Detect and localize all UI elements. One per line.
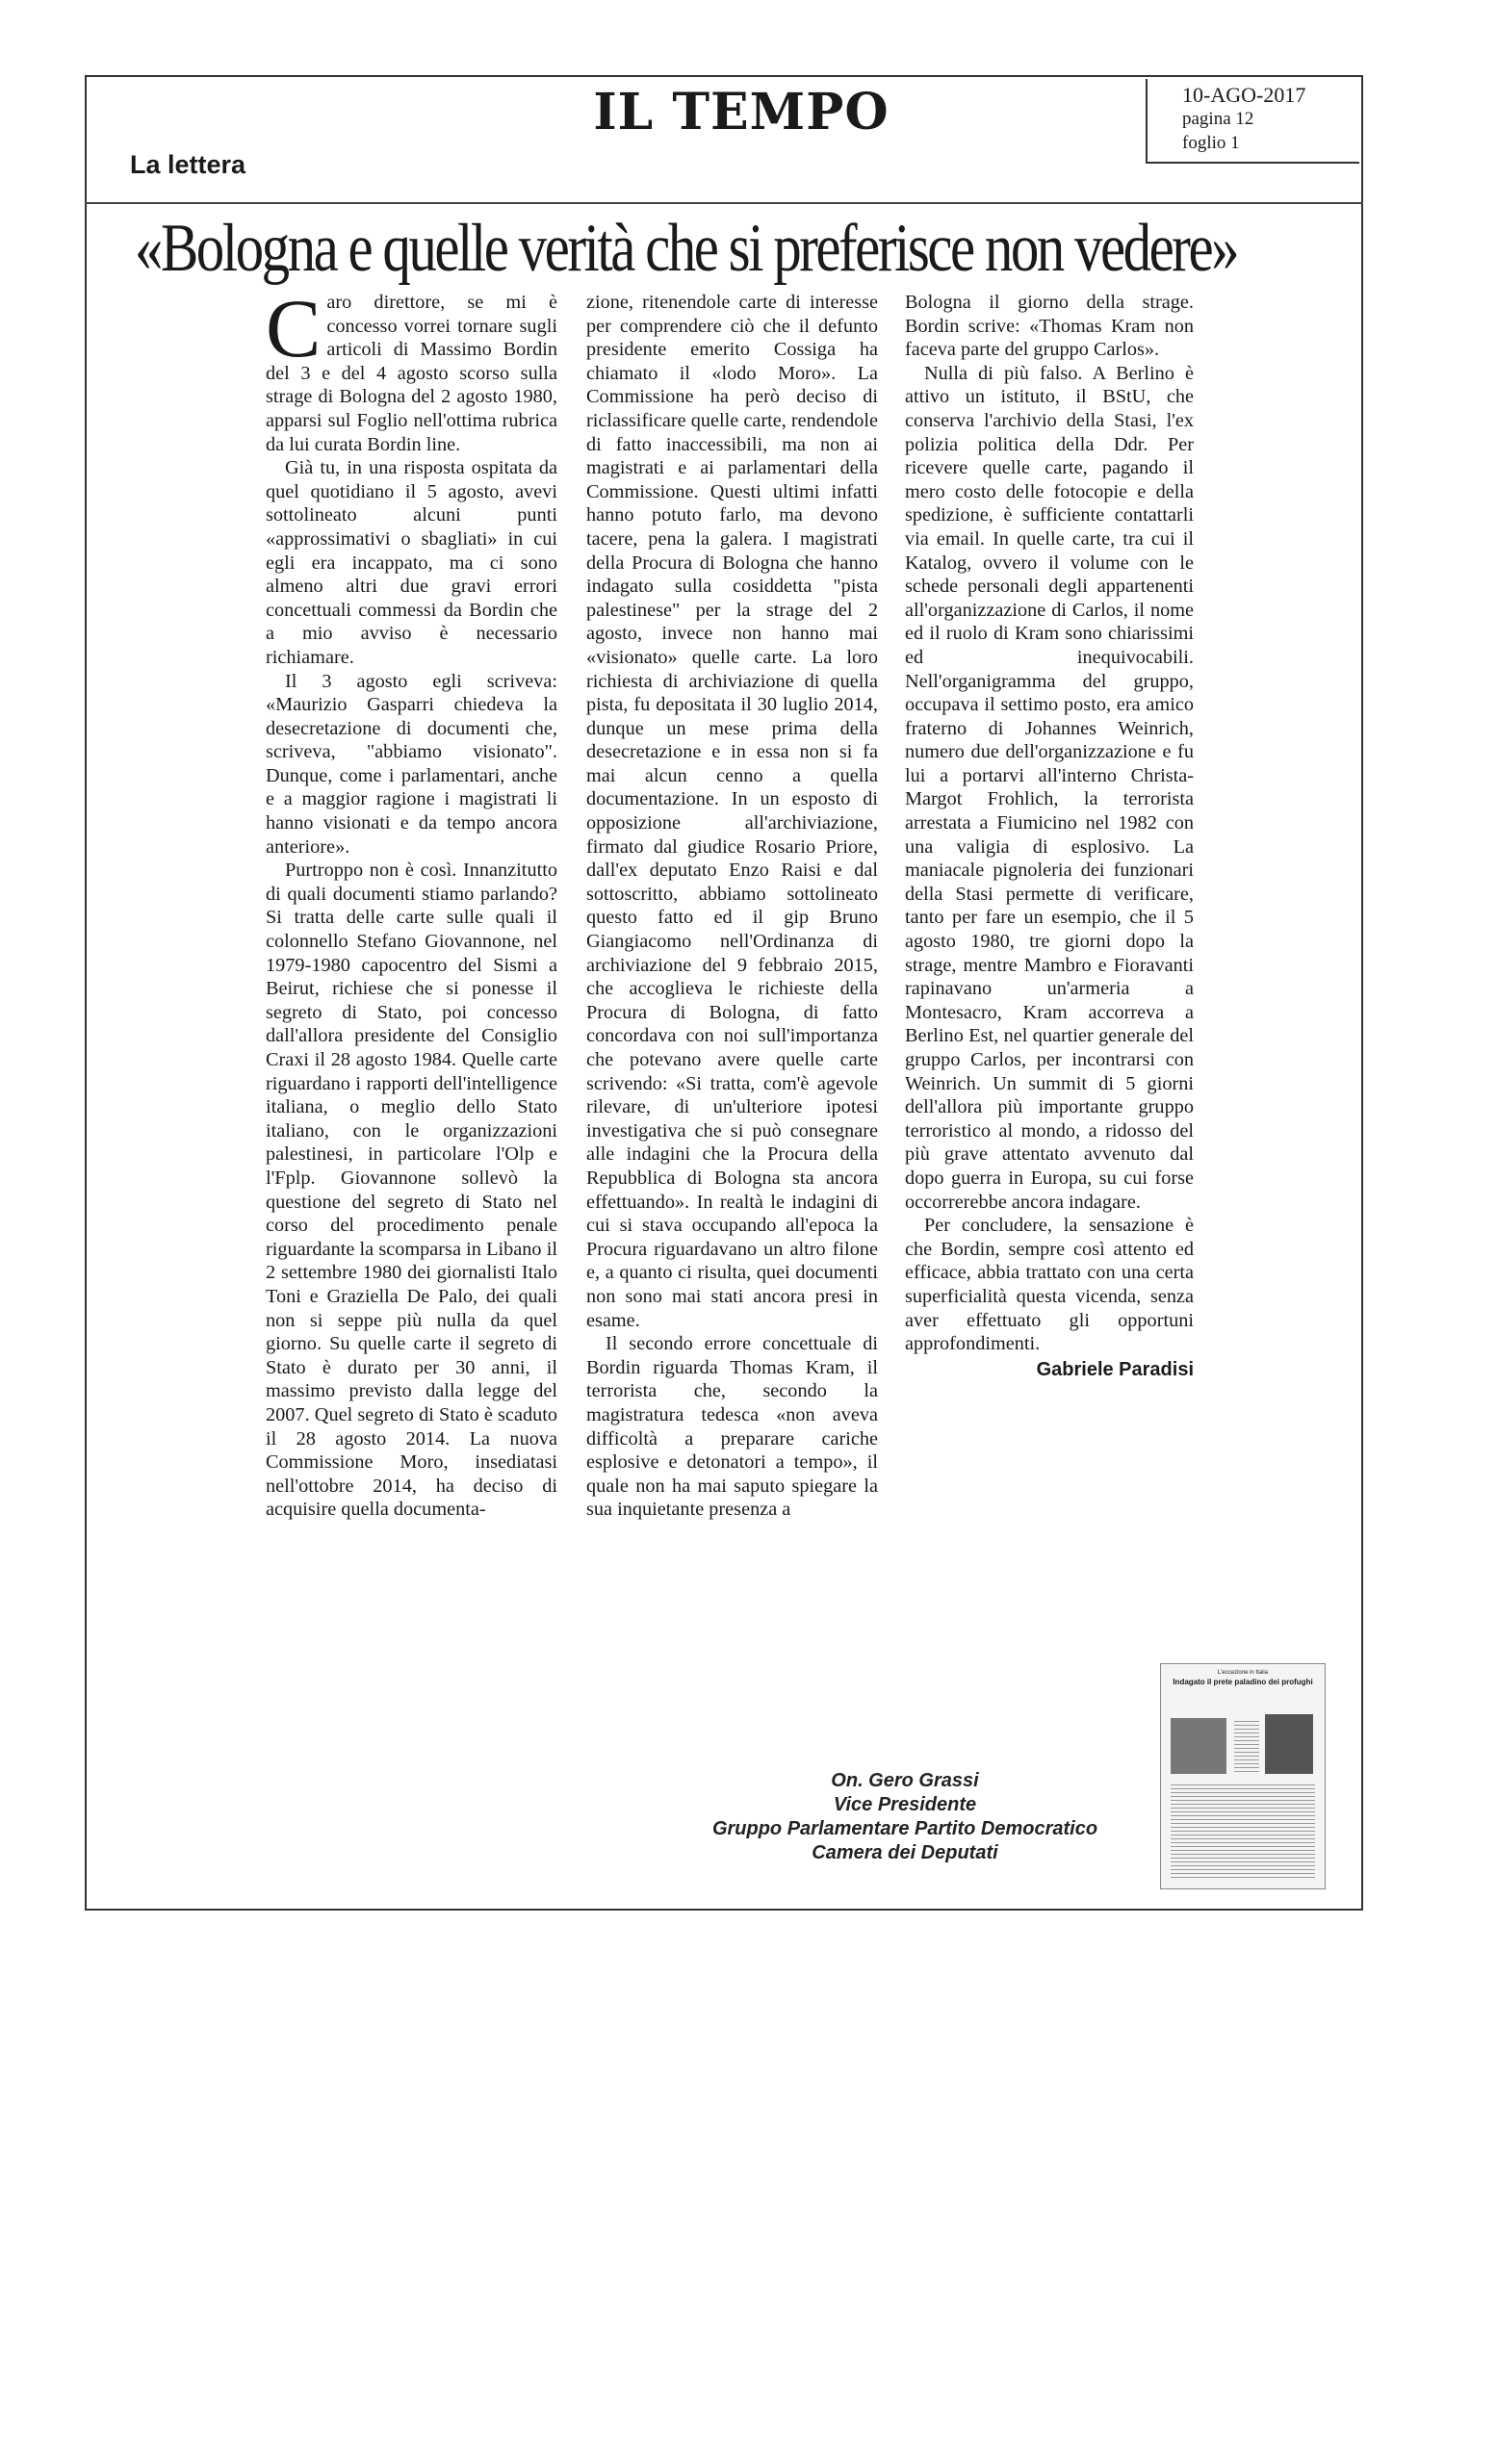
column-3 (905, 291, 1194, 1381)
masthead: IL TEMPO (593, 83, 890, 141)
paragraph: Già tu, in una risposta ospitata da quel quotidiano il 5 agosto, avevi sottolineato alcuni punti «approssimativi o sbagliati» in cui egli era incappato, ma ci sono almeno altri due gravi errori concettuali commessi da Bordin che a mio avviso è necessario richiamare. (266, 457, 557, 668)
stamp-chamber: Camera dei Deputati (812, 1842, 998, 1863)
page-number: pagina 12 (1182, 109, 1254, 129)
article-title: «Bologna e quelle verità che si preferisce non vedere» (135, 211, 1238, 286)
paragraph: Per concludere, la sensazione è che Bordin, sempre così attento ed efficace, abbia trattato con una certa superficialità questa vicenda, senza aver effettuato gli opportuni approfondimenti. (905, 1215, 1194, 1355)
column-1 (266, 282, 557, 1522)
thumbnail-portrait (1265, 1714, 1313, 1774)
stamp (674, 1769, 1136, 1865)
stamp-group: Gruppo Parlamentare Partito Democratico (711, 1818, 1098, 1839)
paragraph: aro direttore, se mi è concesso vorrei tornare sugli articoli di Massimo Bordin del 3 e del 4 agosto scorso sulla strage di Bologna del 2 agosto 1980, apparsi sul Foglio nell'ottima rubrica da lui curata Bordin line. (266, 292, 557, 455)
column-2 (586, 291, 878, 1522)
drop-cap: C (266, 282, 322, 374)
header-rule (85, 202, 1363, 204)
paragraph: Il 3 agosto egli scriveva: «Maurizio Gasparri chiedeva la desecretazione di documenti che, scriveva, "abbiamo visionato". Dunque, come i parlamentari, anche e a maggior ragione i magistrati li hanno visionati e da tempo ancora anteriore». (266, 670, 557, 858)
thumbnail-body (1171, 1782, 1315, 1878)
signature: Gabriele Paradisi (1036, 1358, 1194, 1380)
paragraph: Nulla di più falso. A Berlino è attivo un istituto, il BStU, che conserva l'archivio della Stasi, l'ex polizia politica della Ddr. Per ricevere quelle carte, pagando il mero costo delle fotocopie e della spedizione, è sufficiente contattarli via email. In quelle carte, tra cui il Katalog, ovvero il volume con le schede personali degli appartenenti all'organizzazione di Carlos, il nome ed il ruolo di Kram sono chiarissimi ed inequivocabili. Nell'organigramma del gruppo, occupava il settimo posto, era amico fraterno di Johannes Weinrich, numero due dell'organizzazione e fu lui a portarvi all'interno Christa-Margot Frohlich, la terrorista arrestata a Fiumicino nel 1982 con una valigia di esplosivo. La maniacale pignoleria dei funzionari della Stasi permette di verificare, tanto per fare un esempio, che il 5 agosto 1980, tre giorni dopo la strage, mentre Mambro e Fioravanti rapinavano un'armeria a Montesacro, Kram accorreva a Berlino Est, nel quartier generale del gruppo Carlos, per incontrarsi con Weinrich. Un summit di 5 giorni dell'allora più importante gruppo terroristico al mondo, a ridosso del più grave attentato avvenuto dal dopo guerra in Europa, su cui forse occorrerebbe ancora indagare. (905, 362, 1194, 1213)
date: 10-AGO-2017 (1182, 83, 1306, 107)
paragraph: Il secondo errore concettuale di Bordin riguarda Thomas Kram, il terrorista che, secondo la magistratura tedesca «non aveva difficoltà a preparare cariche esplosive e detonatori a tempo», il quale non ha mai saputo spiegare la sua inquietante presenza a (586, 1333, 878, 1521)
stamp-name: On. Gero Grassi (831, 1770, 979, 1791)
thumbnail-photo (1171, 1718, 1226, 1774)
paragraph: Purtroppo non è così. Innanzitutto di quali documenti stiamo parlando? Si tratta delle carte sulle quali il colonnello Stefano Giovannone, nel 1979-1980 capocentro del Sismi a Beirut, richiese che si ponesse il segreto di Stato, poi concesso dall'allora presidente del Consiglio Craxi il 28 agosto 1984. Quelle carte riguardano i rapporti dell'intelligence italiana, o meglio dello Stato italiano, con le organizzazioni palestinesi, in particolare l'Olp e l'Fplp. Giovannone sollevò la questione del segreto di Stato nel corso del procedimento penale riguardante la scomparsa in Libano il 2 settembre 1980 dei giornalisti Italo Toni e Graziella De Palo, dei quali non si seppe più nulla da quel giorno. Su quelle carte il segreto di Stato è durato per 30 anni, il massimo previsto dalla legge del 2007. Quel segreto di Stato è scaduto il 28 agosto 2014. La nuova Commissione Moro, insediatasi nell'ottobre 2014, ha deciso di acquisire quella documenta- (266, 860, 557, 1521)
stamp-role: Vice Presidente (833, 1794, 977, 1815)
date-box (1146, 79, 1359, 164)
page-thumbnail (1160, 1663, 1326, 1889)
thumbnail-text (1234, 1718, 1259, 1774)
sheet-number: foglio 1 (1182, 133, 1240, 153)
thumbnail-kicker: L'eccezione in Italia (1217, 1670, 1269, 1676)
paragraph: Bologna il giorno della strage. Bordin scrive: «Thomas Kram non faceva parte del gruppo Carlos». (905, 292, 1194, 361)
kicker: La lettera (130, 150, 246, 179)
paragraph: zione, ritenendole carte di interesse per comprendere ciò che il defunto presidente emerito Cossiga ha chiamato il «lodo Moro». La Commissione ha però deciso di riclassificare quelle carte, rendendole di fatto inaccessibili, ma non ai magistrati e ai parlamentari della Commissione. Questi ultimi infatti hanno potuto farlo, ma devono tacere, pena la galera. I magistrati della Procura di Bologna che hanno indagato sulla cosiddetta "pista palestinese" per la strage del 2 agosto, invece non hanno mai «visionato» quelle carte. La loro richiesta di archiviazione di quella pista, fu depositata il 30 luglio 2014, dunque un mese prima della desecretazione e in essa non si fa mai alcun cenno a quella documentazione. In un esposto di opposizione all'archiviazione, firmato dal giudice Rosario Priore, dall'ex deputato Enzo Raisi e dal sottoscritto, abbiamo sottolineato questo fatto ed il gip Bruno Giangiacomo nell'Ordinanza di archiviazione del 9 febbraio 2015, che accoglieva le richieste della Procura di Bologna, di fatto concordava con noi sull'importanza che potevano avere quelle carte scrivendo: «Si tratta, com'è agevole rilevare, di un'ulteriore ipotesi investigativa che si può consegnare alle indagini che la Procura della Repubblica di Bologna sta ancora effettuando». In realtà le indagini di cui si stava occupando all'epoca la Procura riguardavano un altro filone e, a quanto ci risulta, quei documenti non sono mai stati ancora presi in esame. (586, 292, 878, 1331)
thumbnail-headline: Indagato il prete paladino dei profughi (1173, 1678, 1313, 1686)
